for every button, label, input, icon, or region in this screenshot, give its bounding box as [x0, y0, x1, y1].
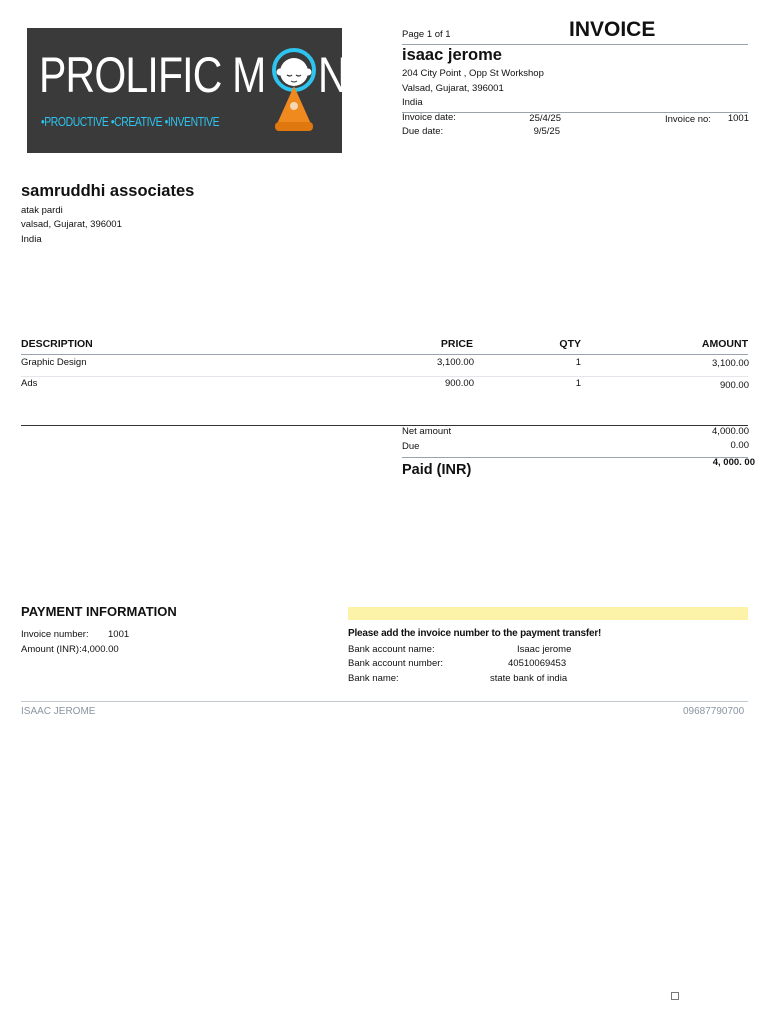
logo-tagline: •PRODUCTIVE •CREATIVE •INVENTIVE [41, 114, 220, 129]
footer-name: ISAAC JEROME [21, 706, 96, 717]
row-qty: 1 [575, 357, 581, 368]
recipient-name: samruddhi associates [21, 182, 195, 200]
invoice-number-label: Invoice number: [21, 629, 89, 640]
paid-label: Paid (INR) [402, 462, 472, 478]
payment-notice: Please add the invoice number to the payment transfer! [348, 628, 602, 639]
footer-phone: 09687790700 [683, 706, 745, 717]
sender-country: India [402, 97, 423, 108]
invoice-title: INVOICE [569, 18, 656, 41]
row-description: Graphic Design [21, 357, 87, 368]
small-box-icon [671, 992, 679, 1000]
net-amount-label: Net amount [402, 426, 452, 437]
logo-text-left: PROLIFIC M [39, 47, 266, 103]
row-amount: 3,100.00 [712, 358, 749, 369]
logo-text-right: NK [318, 47, 374, 103]
bank-account-number-value: 40510069453 [508, 658, 567, 669]
bank-account-number-label: Bank account number: [348, 658, 444, 669]
recipient-address-line2: valsad, Gujarat, 396001 [21, 219, 122, 230]
totals-divider [21, 425, 748, 426]
due-value: 0.00 [730, 440, 749, 451]
recipient-address-line1: atak pardi [21, 205, 63, 216]
invoice-date-label: Invoice date: [402, 112, 456, 123]
net-amount-value: 4,000.00 [712, 426, 749, 437]
page-info: Page 1 of 1 [402, 29, 451, 40]
sender-name: isaac jerome [402, 46, 502, 64]
bank-account-name-label: Bank account name: [348, 644, 435, 655]
sender-address-line1: 204 City Point , Opp St Workshop [402, 68, 544, 79]
monk-mascot-icon [272, 48, 316, 142]
bank-name-label: Bank name: [348, 673, 399, 684]
due-date-value: 9/5/25 [533, 126, 560, 137]
table-header-divider [21, 354, 748, 355]
invoice-no-value: 1001 [727, 113, 749, 124]
column-header-amount: AMOUNT [701, 338, 748, 350]
column-header-price: PRICE [440, 338, 473, 350]
row-qty: 1 [575, 378, 581, 389]
row-price: 900.00 [444, 378, 474, 389]
recipient-country: India [21, 234, 42, 245]
footer-divider [21, 701, 748, 702]
column-header-description: DESCRIPTION [21, 338, 93, 350]
bank-account-name-value: Isaac jerome [517, 644, 572, 655]
bank-name-value: state bank of india [490, 673, 568, 684]
header-divider [402, 44, 748, 45]
highlight-bar [348, 607, 748, 620]
due-date-label: Due date: [402, 126, 444, 137]
company-logo [27, 28, 374, 153]
due-label: Due [402, 441, 420, 452]
row-price: 3,100.00 [437, 357, 474, 368]
amount-inr: Amount (INR):4,000.00 [21, 644, 119, 655]
invoice-date-value: 25/4/25 [529, 113, 561, 124]
row-amount: 900.00 [719, 380, 749, 391]
row-divider [21, 376, 748, 377]
sender-address-line2: Valsad, Gujarat, 396001 [402, 83, 504, 94]
row-description: Ads [21, 378, 38, 389]
invoice-no-label: Invoice no: [665, 114, 711, 125]
column-header-qty: QTY [559, 338, 581, 350]
invoice-number-value: 1001 [108, 629, 130, 640]
paid-value: 4, 000. 00 [712, 457, 755, 468]
payment-information-title: PAYMENT INFORMATION [21, 604, 177, 619]
